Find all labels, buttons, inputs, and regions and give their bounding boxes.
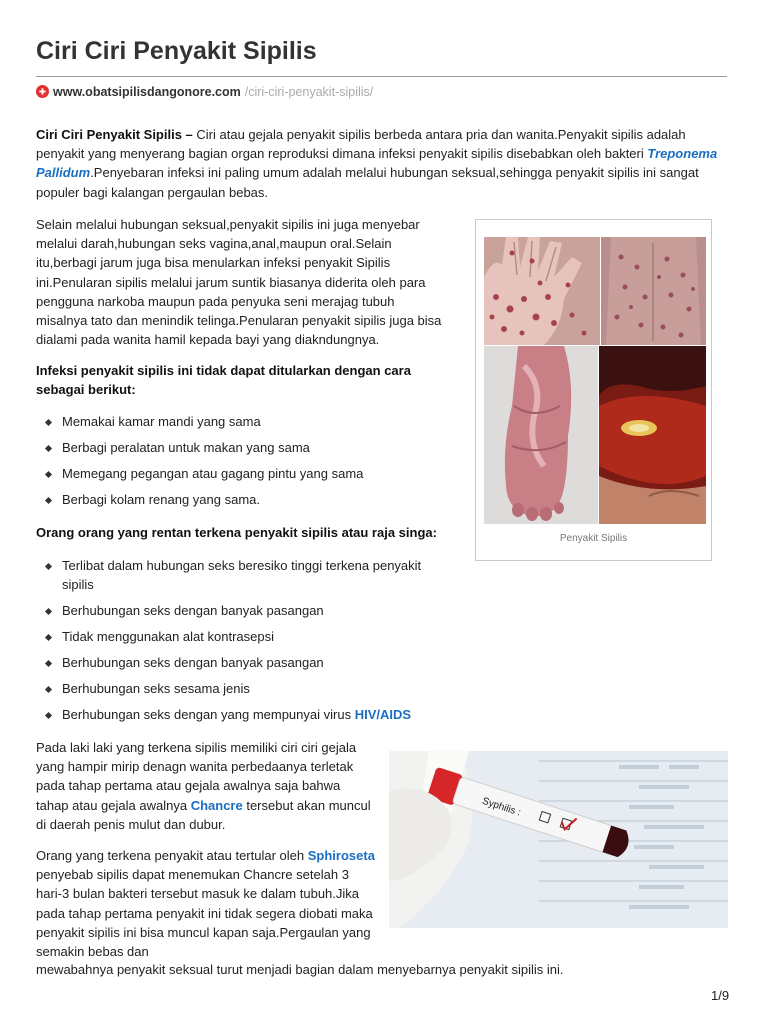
syphilis-photo-collage — [484, 237, 706, 524]
page-title: Ciri Ciri Penyakit Sipilis — [36, 37, 317, 65]
incubation-paragraph — [36, 846, 376, 961]
para3-text-1: Pada laki laki yang terkena sipilis memiliki ciri ciri gejala yang hampir mirip denagn wanita perbedaanya terletak pada tahap pertama atau gejala awalnya saja bahwa tahap atau gejala awalnya — [36, 740, 357, 813]
list-item — [36, 491, 476, 510]
list-item-text: Berhubungan seks dengan banyak pasangan — [62, 602, 324, 618]
bullet-icon — [45, 659, 52, 666]
list-item — [36, 413, 476, 432]
source-path[interactable]: /ciri-ciri-penyakit-sipilis/ — [244, 85, 374, 99]
intro-text-2: .Penyebaran infeksi ini paling umum adalah melalui hubungan seksual,sehingga penyakit sipilis ini sangat populer bagi kalangan pergaulan bebas. — [36, 165, 699, 200]
intro-paragraph — [36, 125, 736, 202]
paragraph-line: dialami pada wanita hamil kepada bayi yang diakndungnya. — [36, 332, 380, 348]
bullet-icon — [45, 607, 52, 614]
figure-box — [475, 219, 712, 561]
bullet-icon — [45, 685, 52, 692]
list-item — [36, 465, 476, 484]
list-item — [36, 654, 451, 673]
heading-line: sebagai berikut: — [36, 382, 136, 398]
list-item-text: Tidak menggunakan alat kontrasepsi — [62, 628, 274, 644]
title-divider — [36, 76, 727, 77]
hiv-aids-link[interactable]: HIV/AIDS — [354, 706, 412, 722]
para4-text-2: penyebab sipilis dapat menemukan Chancre setelah 3 hari-3 bulan bakteri tersebut masuk ke dalam tubuh.Jika pada tahap pertama penyakit ini tidak segera diobati maka penyakit sipilis ini bisa muncul kapan saja.Pergaulan yang semakin bebas dan — [36, 867, 373, 960]
list-item-text: Berhubungan seks dengan yang mempunyai virus — [62, 706, 355, 722]
bullet-icon — [45, 497, 52, 504]
chancre-link[interactable]: Chancre — [190, 797, 243, 813]
paragraph-line: melalui darah,hubungan seks vagina,anal,maupun oral.Selain — [36, 236, 392, 252]
source-domain[interactable]: www.obatsipilisdangonore.com — [53, 85, 241, 99]
back-rash-photo — [601, 237, 706, 345]
source-line — [36, 85, 373, 99]
paragraph-line: itu,berbagi jarum juga bisa menularkan infeksi penyakit Sipilis — [36, 255, 391, 271]
para3-text-2: tersebut akan muncul di daerah penis mulut dan dubur. — [36, 797, 371, 832]
list-item — [36, 628, 451, 647]
para4-text-1: Orang yang terkena penyakit atau tertular oleh — [36, 848, 308, 863]
list-item-text: Memakai kamar mandi yang sama — [62, 414, 261, 429]
list-item — [36, 680, 451, 699]
at-risk-list — [36, 557, 451, 732]
sphiroseta-link[interactable]: Sphiroseta — [307, 848, 375, 863]
list-item — [36, 706, 451, 725]
site-favicon-icon — [36, 85, 49, 98]
list-item — [36, 557, 451, 594]
bullet-icon — [45, 633, 52, 640]
list-item — [36, 602, 451, 621]
bullet-icon — [45, 711, 52, 718]
baby-foot-photo — [484, 346, 598, 524]
heading-not-transmitted — [36, 361, 476, 399]
blood-test-tube-photo — [389, 751, 728, 928]
paragraph-line: Selain melalui hubungan seksual,penyakit sipilis ini juga menyebar — [36, 217, 420, 232]
list-item — [36, 439, 476, 458]
male-symptoms-paragraph — [36, 738, 376, 834]
lip-chancre-photo — [599, 346, 706, 524]
transmission-paragraph — [36, 215, 476, 349]
bullet-icon — [45, 471, 52, 478]
palm-rash-photo — [484, 237, 600, 345]
bullet-icon — [45, 419, 52, 426]
treponema-link[interactable]: Treponema Pallidum — [36, 146, 718, 181]
heading-at-risk: Orang orang yang rentan terkena penyakit sipilis atau raja singa: — [36, 525, 437, 540]
intro-text-1: Ciri atau gejala penyakit sipilis berbeda antara pria dan wanita.Penyakit sipilis adalah penyakit yang menyerang bagian organ reproduksi dimana infeksi penyakit sipilis disebabkan oleh bakteri — [36, 127, 686, 162]
list-item-text: Berbagi kolam renang yang sama. — [62, 492, 261, 507]
tube-label-text: Syphilis : — [480, 795, 523, 819]
incubation-last-line: mewabahnya penyakit seksual turut menjadi bagian dalam menyebarnya penyakit sipilis ini. — [36, 962, 564, 977]
paragraph-line: misalnya tato dan menindik telinga.Penularan penyakit sipilis juga bisa — [36, 313, 442, 329]
list-item-text: Berhubungan seks dengan banyak pasangan — [62, 654, 324, 670]
paragraph-line: ini.Penularan sipilis melalui jarum suntik biasanya diderita oleh para — [36, 274, 426, 290]
list-item-text: Terlibat dalam hubungan seks beresiko tinggi terkena penyakit sipilis — [62, 558, 422, 592]
intro-bold-lead: Ciri Ciri Penyakit Sipilis – — [36, 127, 193, 142]
bullet-icon — [45, 445, 52, 452]
heading-line: Infeksi penyakit sipilis ini tidak dapat ditularkan dengan cara — [36, 363, 411, 378]
not-transmitted-list — [36, 413, 476, 517]
bullet-icon — [45, 563, 52, 570]
list-item-text: Berbagi peralatan untuk makan yang sama — [62, 440, 310, 455]
paragraph-line: pengguna narkoba maupun pada penyuka seni merajag tubuh — [36, 293, 395, 309]
list-item-text: Berhubungan seks sesama jenis — [62, 680, 250, 696]
page-number: 1/9 — [711, 988, 730, 1003]
list-item-text: Memegang pegangan atau gagang pintu yang sama — [62, 466, 364, 481]
figure-caption: Penyakit Sipilis — [559, 533, 628, 544]
